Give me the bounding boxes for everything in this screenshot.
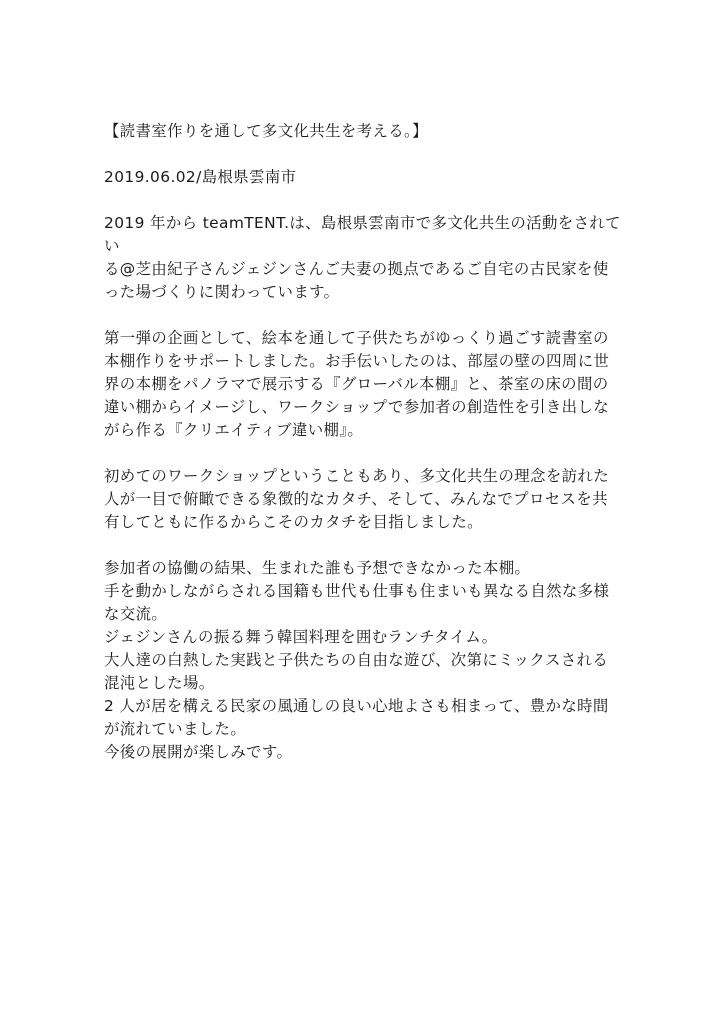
paragraph-workshop-goal: 初めてのワークショップということもあり、多文化共生の理念を訪れた 人が一目で俯瞰できる象徴的なカタチ、そして、みんなでプロセスを共 有してともに作るからこそのカタチを目指しました。 [104, 467, 609, 531]
document-title: 【読書室作りを通して多文化共生を考える。】 [104, 122, 428, 140]
paragraph-intro: 2019 年から teamTENT.は、島根県雲南市で多文化共生の活動をされてい る@芝由紀子さんジェジンさんご夫妻の拠点であるご自宅の古民家を使 った場づくりに関わっています。 [104, 214, 621, 301]
paragraph-results: 参加者の協働の結果、生まれた誰も予想できなかった本棚。 手を動かしながらされる国籍も世代も仕事も住まいも異なる自然な多様 な交流。 ジェジンさんの振る舞う韓国料理を囲むランチタイム。 大人達の白熱した実践と子供たちの自由な遊び、次第にミックスされる 混沌とした場。 2 人が居を構える民家の風通しの良い心地よさも相まって、豊かな時間 が流れていました。 今後の展開が楽しみです。 [104, 559, 610, 761]
document-body [104, 120, 624, 764]
paragraph-first-project: 第一弾の企画として、絵本を通して子供たちがゆっくり過ごす読書室の 本棚作りをサポートしました。お手伝いしたのは、部屋の壁の四周に世 界の本棚をパノラマで展示する『グローバル本棚』と、茶室の床の間の 違い棚からイメージし、ワークショップで参加者の創造性を引き出しな がら作る『クリエイティブ違い棚』。 [104, 329, 610, 439]
date-location: 2019.06.02/島根県雲南市 [104, 168, 297, 186]
